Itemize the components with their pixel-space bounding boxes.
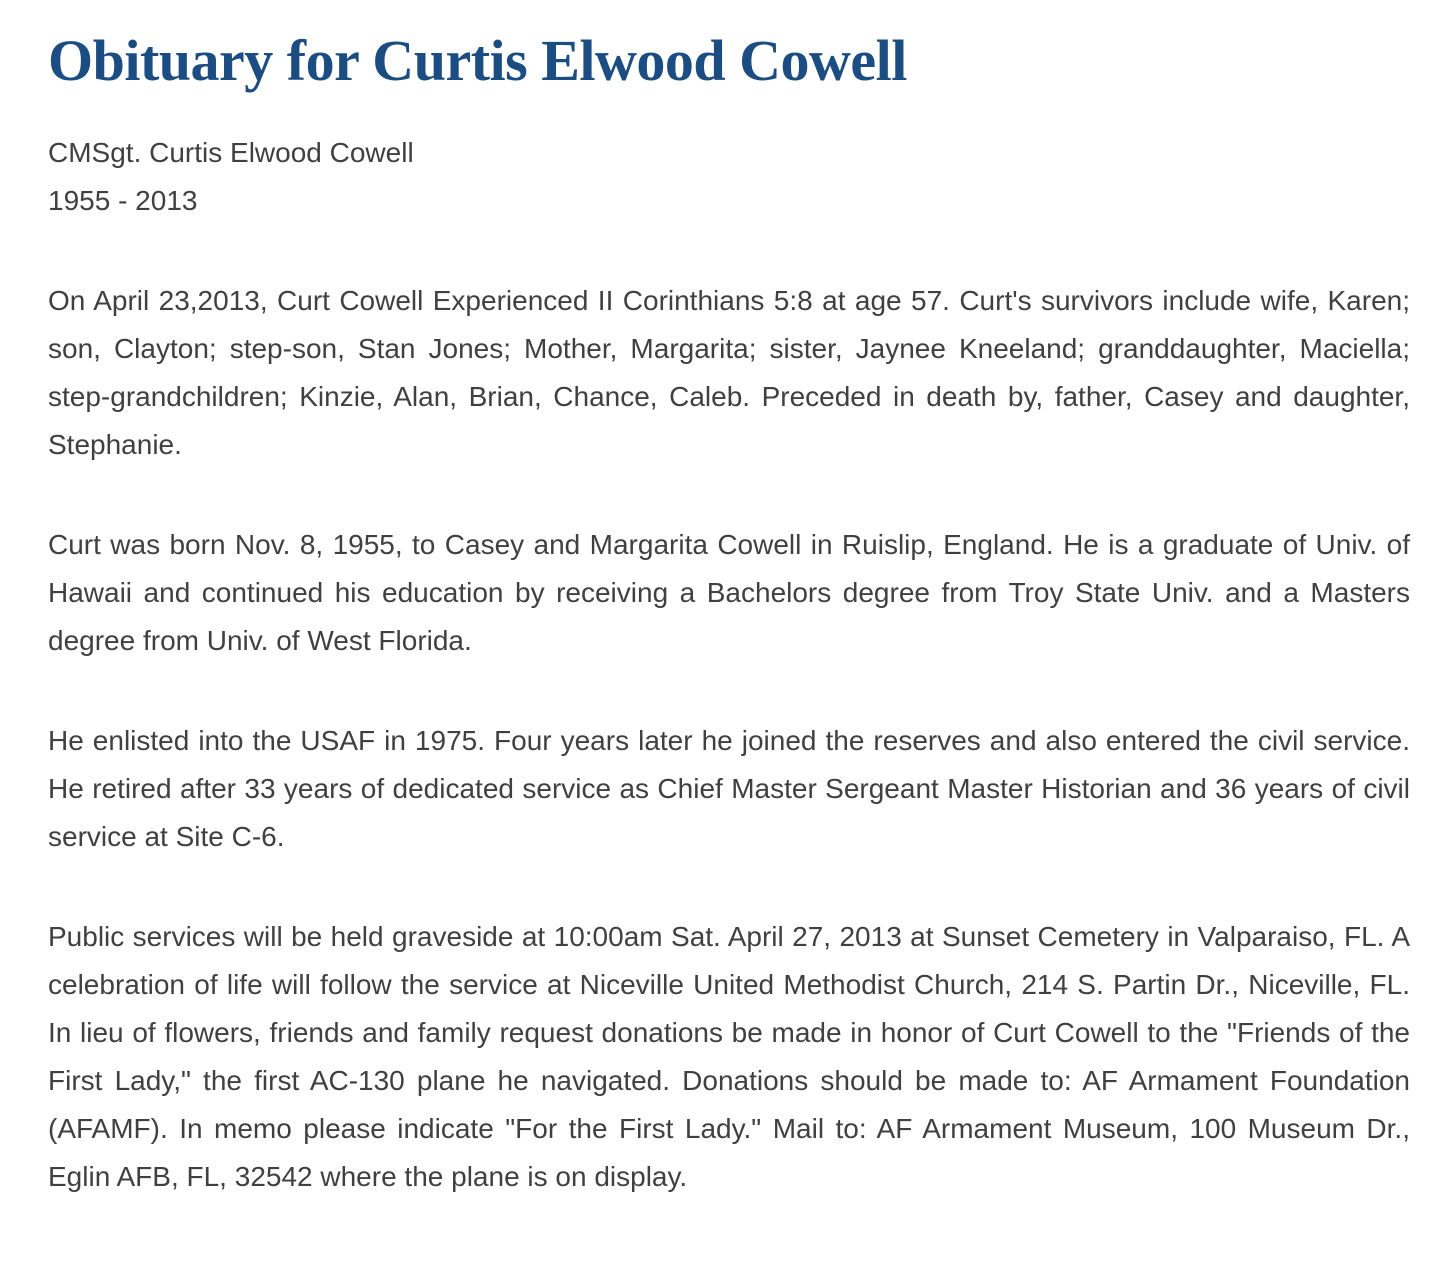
obituary-paragraph-funeral-details: Public services will be held graveside at 10:00am Sat. April 27, 2013 at Sunset Cemetery in Valparaiso, FL. A celebration of life will follow the service at Niceville United Methodist Church, 214 S. Partin Dr., Niceville, FL. In lieu of flowers, friends and family request donations be made in honor of Curt Cowell to the "Friends of the First Lady," the first AC-130 plane he navigated. Donations should be made to: AF Armament Foundation (AFAMF). In memo please indicate "For the First Lady." Mail to: AF Armament Museum, 100 Museum Dr., Eglin AFB, FL, 32542 where the plane is on display. [48, 920, 1410, 1192]
obituary-paragraph-survivors: On April 23,2013, Curt Cowell Experienced II Corinthians 5:8 at age 57. Curt's survivors include wife, Karen; son, Clayton; step-son, Stan Jones; Mother, Margarita; sister, Jaynee Kneeland; granddaughter, Maciella; step-grandchildren; Kinzie, Alan, Brian, Chance, Caleb. Preceded in death by, father, Casey and daughter, Stephanie. [48, 284, 1410, 460]
page-title: Obituary for Curtis Elwood Cowell [48, 28, 907, 93]
obituary-paragraph-service: He enlisted into the USAF in 1975. Four years later he joined the reserves and also entered the civil service. He retired after 33 years of dedicated service as Chief Master Sergeant Master Historian and 36 years of civil service at Site C-6. [48, 724, 1410, 852]
obituary-paragraph-birth-education: Curt was born Nov. 8, 1955, to Casey and Margarita Cowell in Ruislip, England. He is a graduate of Univ. of Hawaii and continued his education by receiving a Bachelors degree from Troy State Univ. and a Masters degree from Univ. of West Florida. [48, 528, 1410, 656]
deceased-name-line: CMSgt. Curtis Elwood Cowell [48, 136, 414, 168]
deceased-years-line: 1955 - 2013 [48, 184, 198, 216]
deceased-summary [48, 129, 1410, 225]
